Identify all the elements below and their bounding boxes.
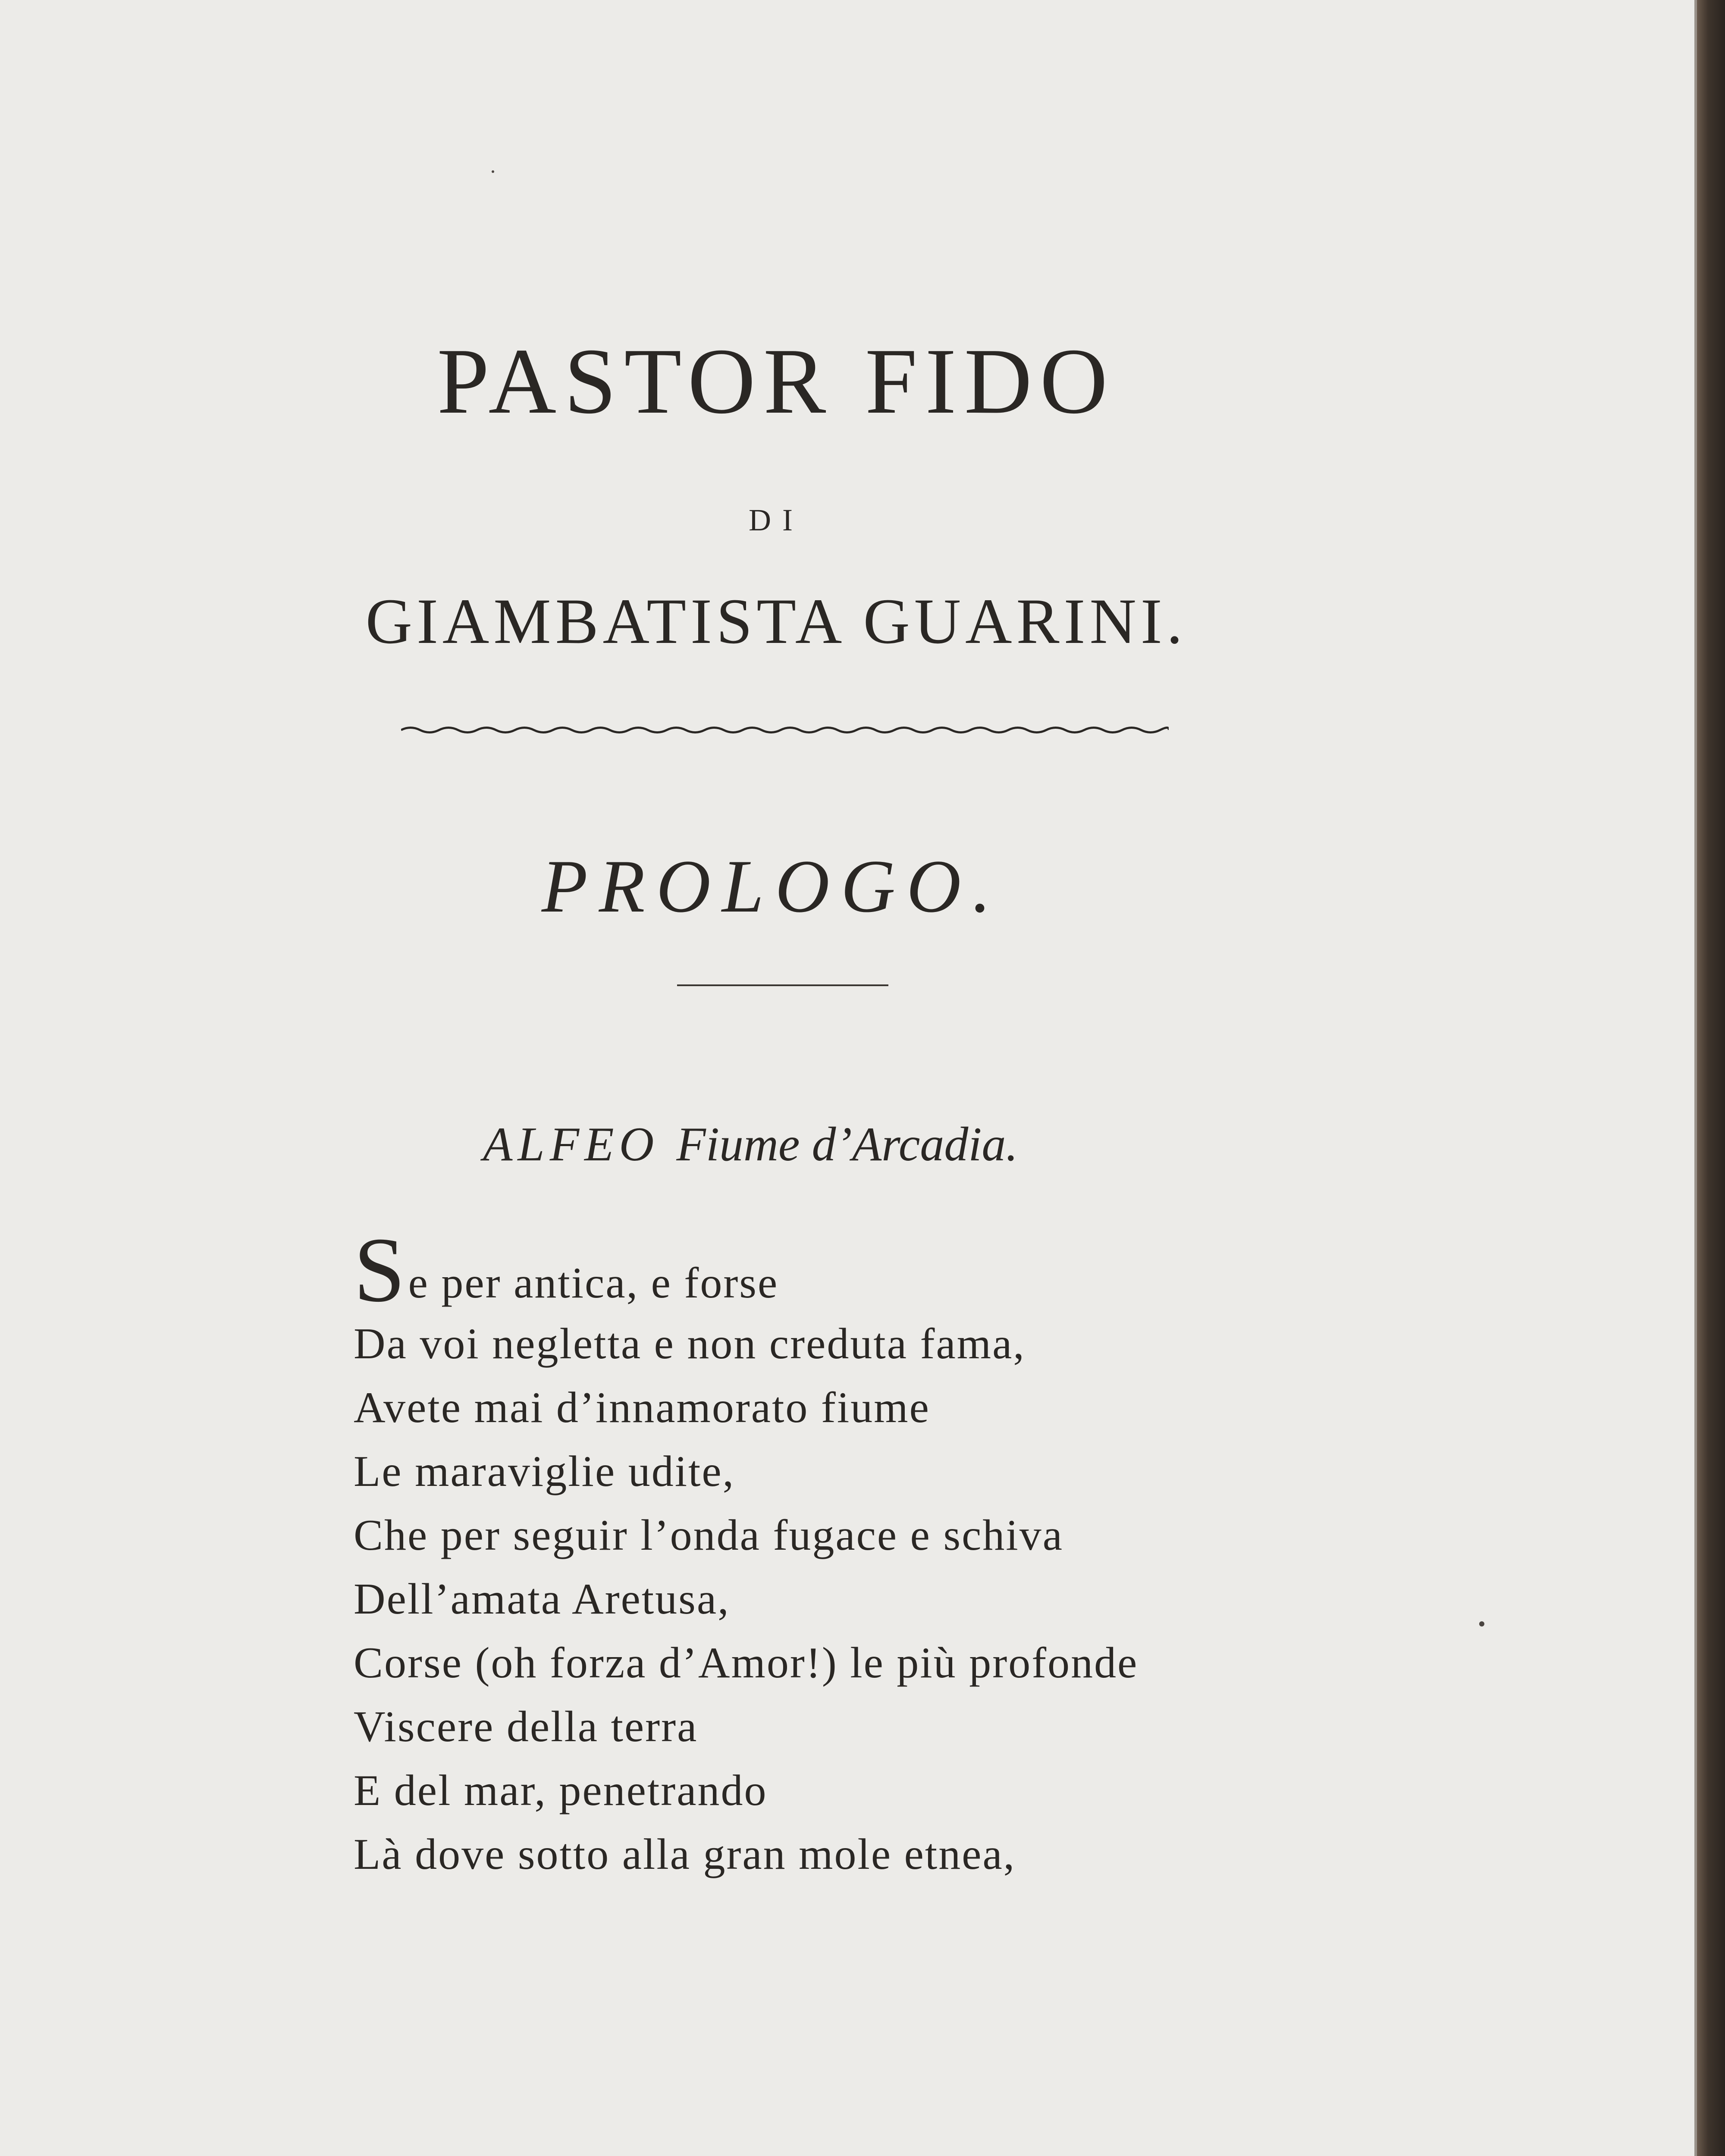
verse-block: [354, 1218, 1604, 1887]
wavy-rule-divider: [401, 724, 1169, 736]
verse-line: Da voi negletta e non creduta fama,: [354, 1319, 1026, 1368]
verse-line: Corse (oh forza d’Amor!) le più profonde: [354, 1639, 1138, 1687]
author-name: GIAMBATISTA GUARINI.: [365, 586, 1187, 657]
verse-line: Là dove sotto alla gran mole etnea,: [354, 1830, 1016, 1879]
drop-cap: S: [354, 1218, 407, 1321]
verse-line: Che per seguir l’onda fugace e schiva: [354, 1511, 1064, 1560]
verse-line: Viscere della terra: [354, 1702, 698, 1751]
speaker-description: Fiume d’Arcadia.: [676, 1118, 1018, 1171]
paper-speck: [1479, 1621, 1484, 1626]
verse-line: E del mar, penetrando: [354, 1766, 768, 1815]
verse-line: [354, 1218, 1604, 1321]
verse-line: Avete mai d’innamorato fiume: [354, 1383, 930, 1432]
section-heading: PROLOGO.: [541, 844, 1003, 928]
speaker-name: ALFEO: [483, 1118, 659, 1171]
verse-line: Dell’amata Aretusa,: [354, 1575, 730, 1623]
short-rule-divider: [677, 984, 888, 986]
paper-speck: [492, 170, 494, 173]
title-connector: DI: [749, 503, 804, 537]
book-edge: [1697, 0, 1725, 2156]
verse-line-text: e per antica, e forse: [408, 1259, 779, 1307]
speaker-line: [483, 1117, 1018, 1172]
verse-line: Le maraviglie udite,: [354, 1447, 735, 1496]
book-title: PASTOR FIDO: [437, 329, 1116, 433]
